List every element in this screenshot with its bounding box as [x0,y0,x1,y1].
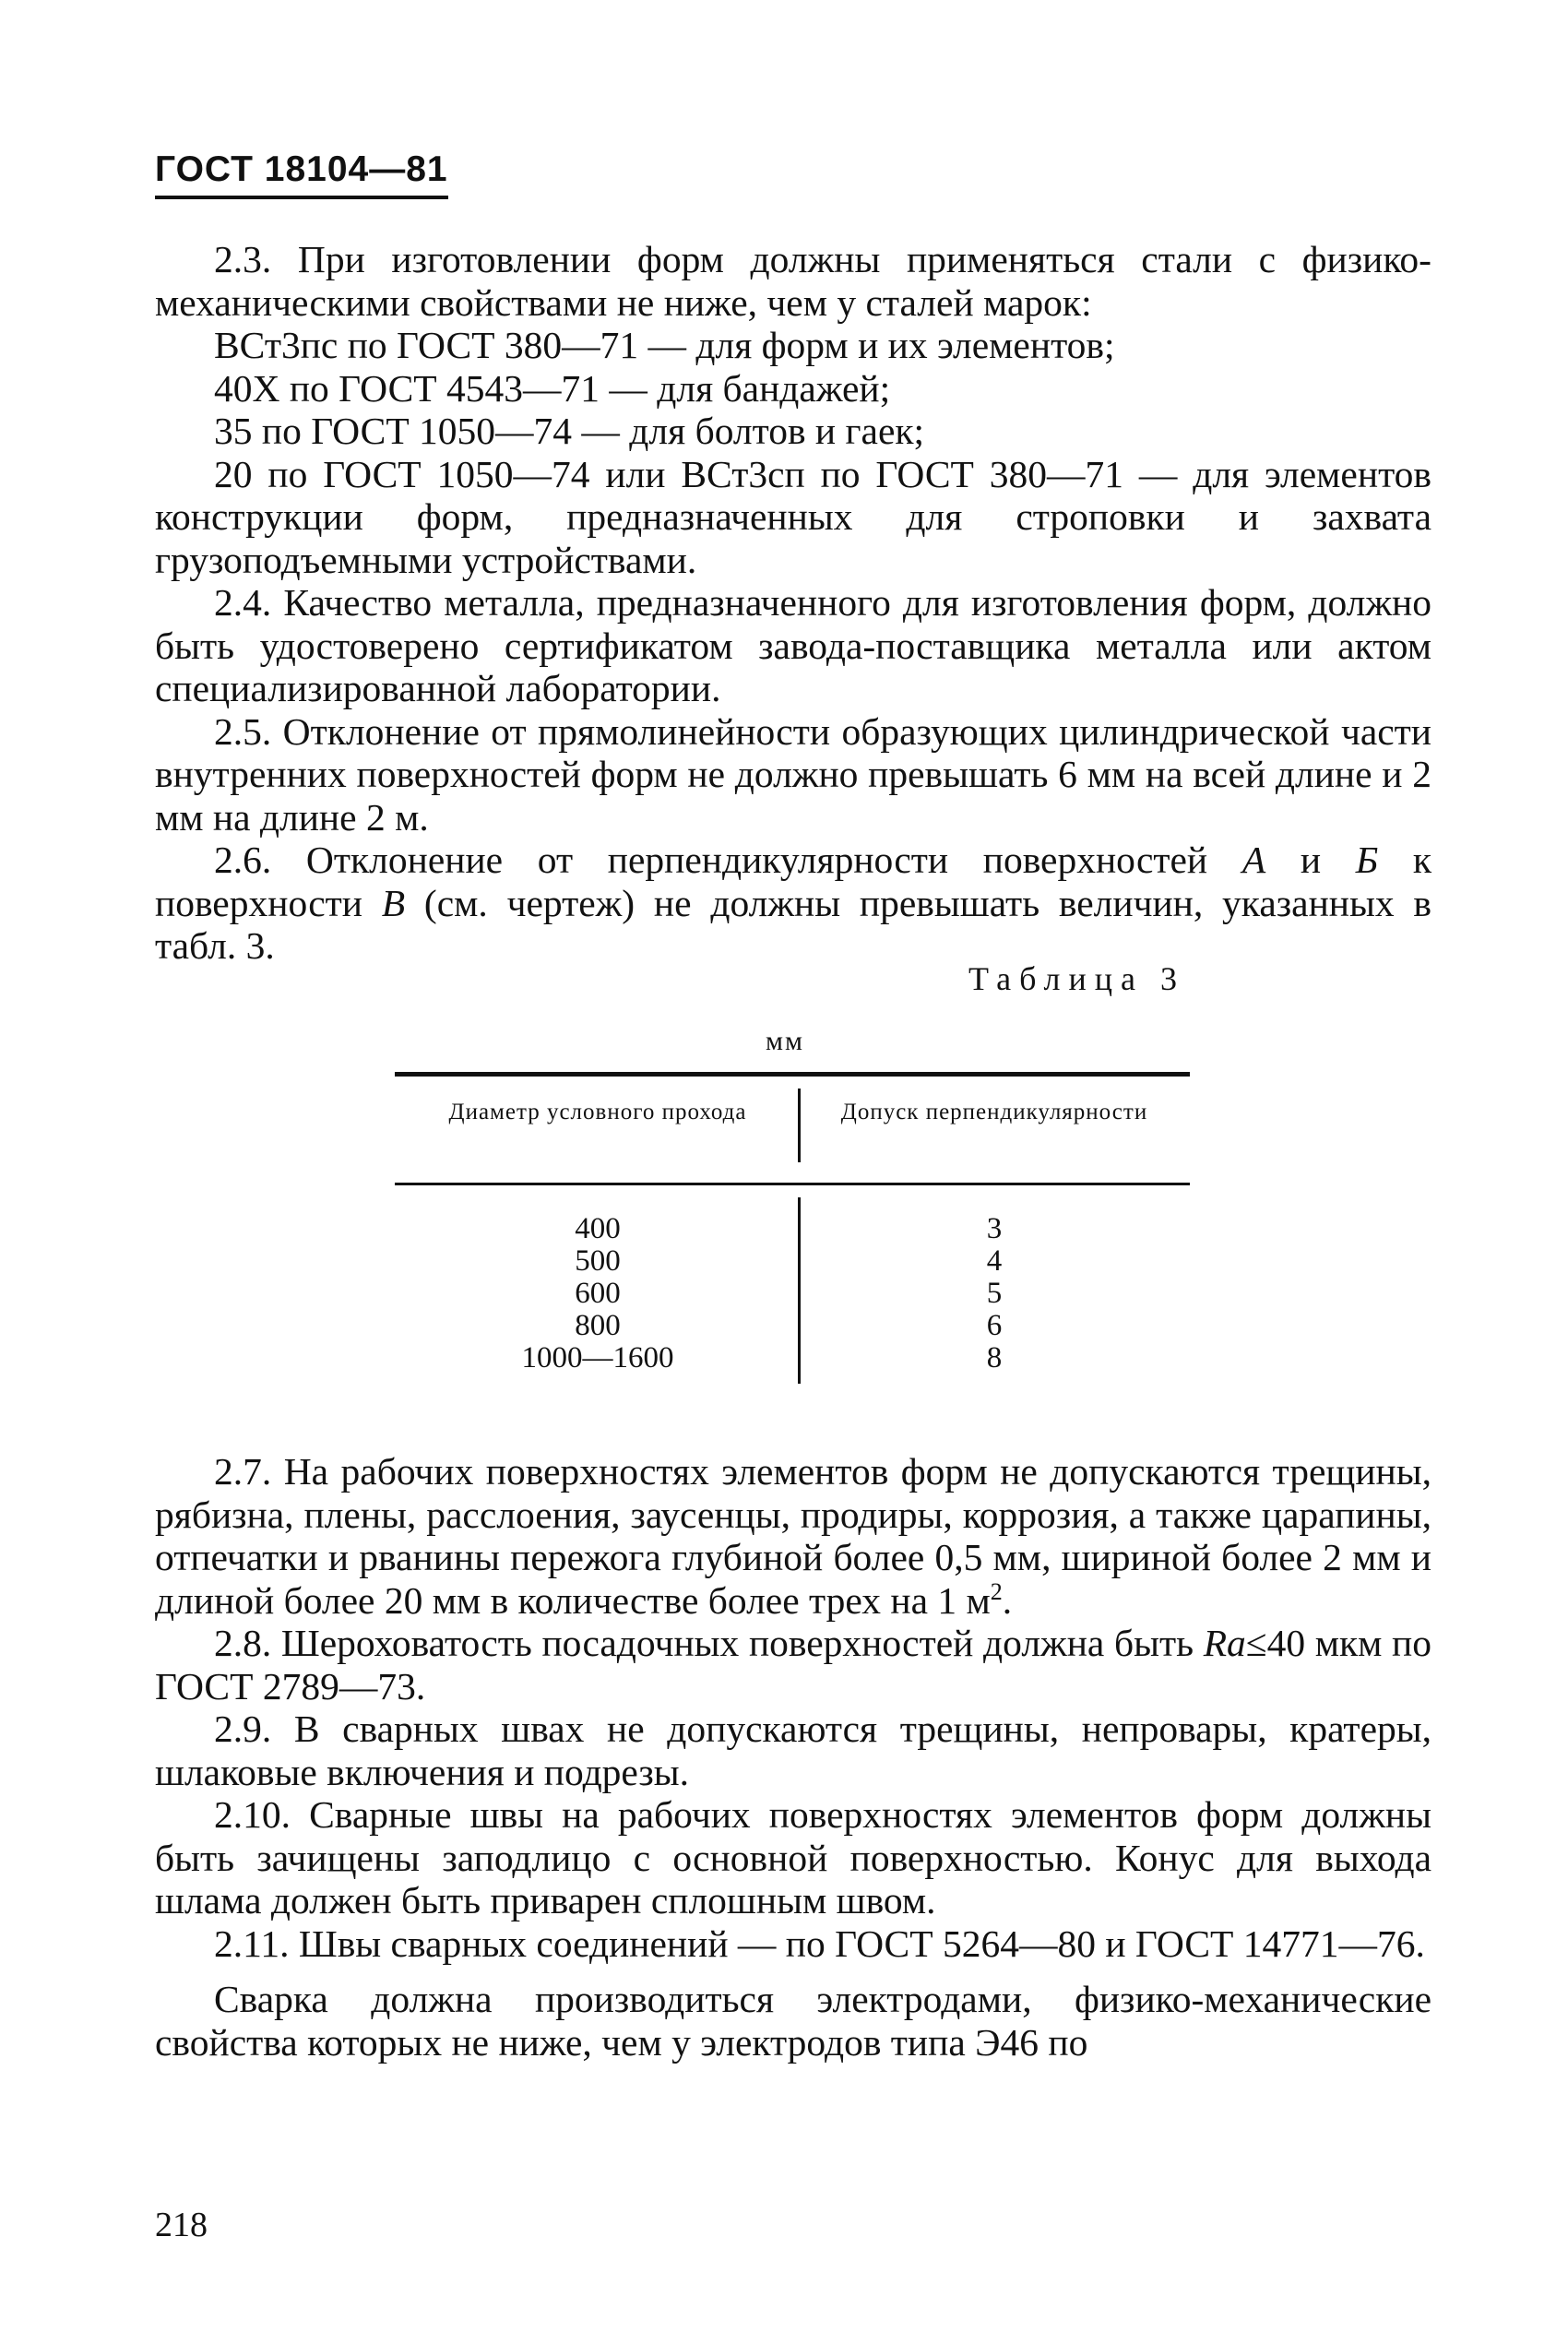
paragraph-2-4: 2.4. Качество металла, предназначенного для изготовления форм, должно быть удостоверено сертификатом завода-поставщика металла или актом специализированной лаборатории. [155,581,1431,709]
table-column-tolerance [856,1213,1133,1374]
table-cell: 500 [575,1244,621,1278]
p26-part-a: 2.6. Отклонение от перпендикулярности поверхностей [214,839,1242,881]
page-number: 218 [155,2206,208,2244]
paragraph-2-6 [155,839,1431,968]
paragraph-40x: 40Х по ГОСТ 4543—71 — для бандажей; [214,366,891,410]
table-divider-head [798,1089,801,1162]
table-cell: 4 [986,1244,1003,1278]
paragraph-2-9: 2.9. В сварных швах не допускаются трещины, непровары, кратеры, шлаковые включения и подрезы. [155,1707,1431,1793]
table-header-tolerance: Допуск перпендикулярности [840,1100,1148,1124]
paragraph-2-7 [155,1450,1431,1622]
surface-a-var: А [1241,839,1266,881]
paragraph-2-5: 2.5. Отклонение от прямолинейности образующих цилиндрической части внутренних поверхностей форм не должно превышать 6 мм на всей длине и 2 мм на длине 2 м. [155,709,1431,839]
table-cell: 400 [575,1212,621,1245]
table-cell: 800 [575,1309,621,1342]
paragraph-2-10: 2.10. Сварные швы на рабочих поверхностях элементов форм должны быть зачищены заподлицо с основной поверхностью. Конус для выхода шлама должен быть приварен сплошным швом. [155,1793,1431,1922]
paragraph-2-3: 2.3. При изготовлении форм должны применяться стали с физико-механическими свойствами не ниже, чем у сталей марок: [155,238,1431,324]
table-divider-body [798,1197,801,1384]
p27-text: 2.7. На рабочих поверхностях элементов форм не допускаются трещины, рябизна, плены, расслоения, заусенцы, продиры, коррозия, а также царапины, отпечатки и рванины пережога глубиной более 0,5 мм, шириной более 2 мм и длиной более 20 мм в количестве более трех на 1 м [155,1450,1431,1622]
header-rule [155,196,448,199]
p28-end: ≤40 мкм по ГОСТ 2789—73. [155,1622,1432,1707]
table-header-diameter: Диаметр условного прохода [448,1100,747,1124]
table-cell: 6 [986,1309,1003,1342]
table-cell: 3 [986,1212,1003,1245]
table-3 [395,1072,1190,1395]
document-header: ГОСТ 18104—81 [155,149,448,189]
p28-text: 2.8. Шероховатость посадочных поверхностей должна быть [214,1622,1204,1664]
text-block-top [155,238,1431,968]
paragraph-welding: Сварка должна производиться электродами, физико-механические свойства которых не ниже, чем у электродов типа Э46 по [155,1978,1431,2064]
p26-part-b: и [1265,839,1356,881]
paragraph-20: 20 по ГОСТ 1050—74 или ВСт3сп по ГОСТ 380—71 — для элементов конструкции форм, предназначенных для строповки и захвата грузоподъемными устройствами. [155,452,1431,581]
table-cell: 8 [986,1341,1003,1374]
paragraph-2-8 [155,1622,1431,1707]
table-rule-head [395,1183,1190,1185]
surface-v-var: В [381,881,406,924]
paragraph-vst3ps: ВСт3пс по ГОСТ 380—71 — для форм и их элементов; [214,324,1115,366]
paragraph-2-11: 2.11. Швы сварных соединений — по ГОСТ 5264—80 и ГОСТ 14771—76. [214,1922,1425,1965]
text-block-bottom [155,1450,1431,2064]
table-cell: 600 [575,1277,621,1310]
table-unit: мм [766,1026,804,1056]
table-cell: 5 [986,1277,1003,1310]
paragraph-35: 35 по ГОСТ 1050—74 — для болтов и гаек; [214,410,925,452]
table-rule-top [395,1072,1190,1077]
table-column-diameter [441,1213,754,1374]
roughness-var: Ra [1203,1622,1246,1664]
p26-part-d: (см. чертеж) не должны превышать величин, указанных в табл. 3. [155,881,1431,967]
p27-end: . [1002,1578,1013,1622]
p27-superscript: 2 [990,1577,1003,1605]
p26-part-c: к поверхности [155,839,1431,924]
surface-b-var: Б [1355,839,1379,881]
table-title: Таблица 3 [968,960,1185,997]
table-cell: 1000—1600 [521,1341,674,1374]
